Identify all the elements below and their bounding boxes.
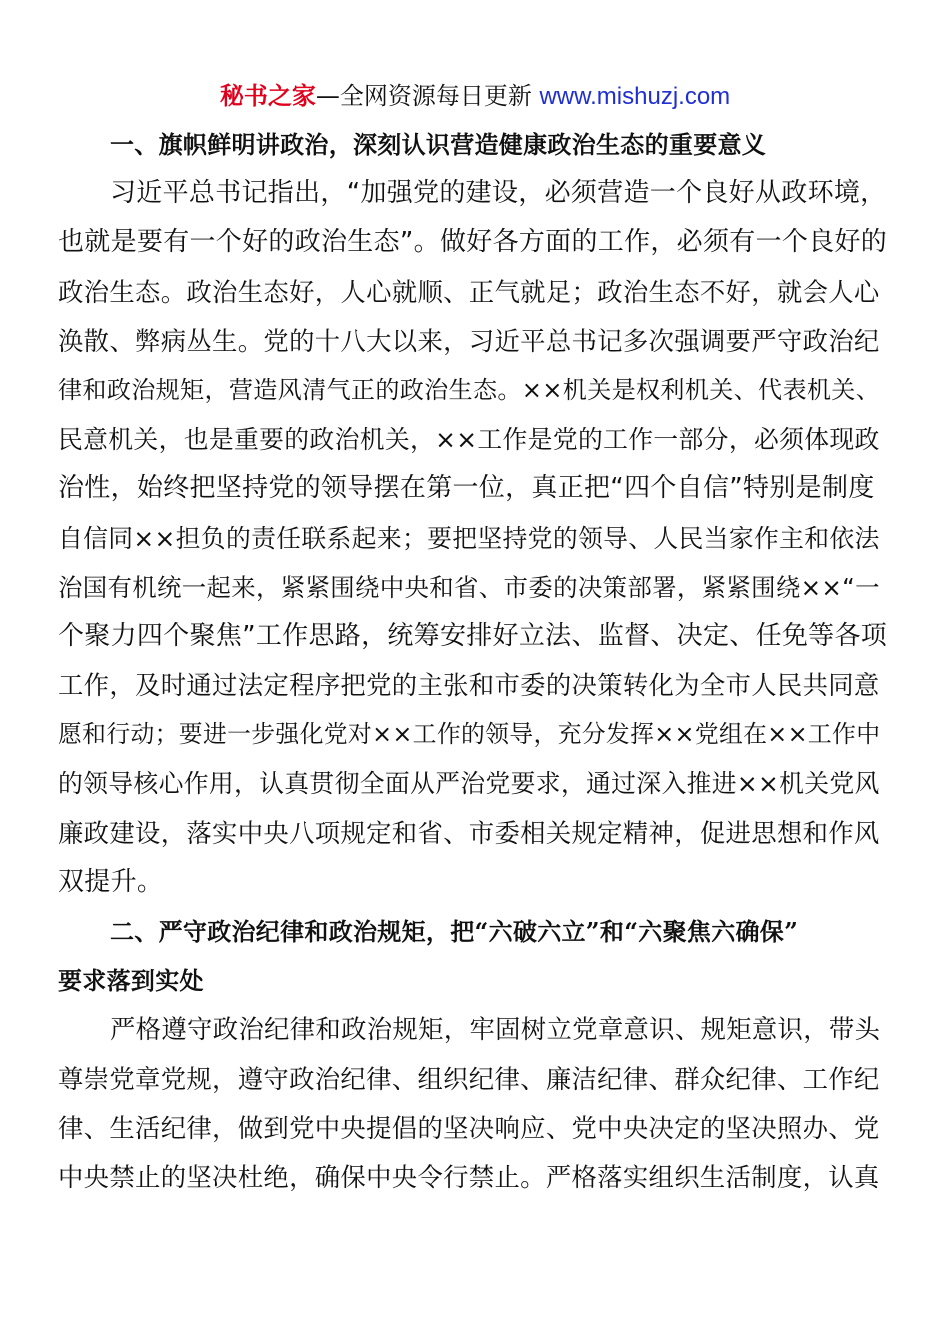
- paragraph-line: 严格遵守政治纪律和政治规矩，牢固树立党章意识、规矩意识，带头: [110, 1014, 881, 1045]
- paragraph-line: 工作，及时通过法定程序把党的主张和市委的决策转化为全市人民共同意: [58, 670, 880, 701]
- brand-name: 秘书之家: [219, 82, 316, 110]
- paragraph-line: 律、生活纪律，做到党中央提倡的坚决响应、党中央决定的坚决照办、党: [58, 1112, 880, 1143]
- paragraph-line: 中央禁止的坚决杜绝，确保中央令行禁止。严格落实组织生活制度，认真: [58, 1161, 880, 1192]
- paragraph-line: 律和政治规矩，营造风清气正的政治生态。××机关是权利机关、代表机关、: [58, 375, 881, 404]
- section-heading-line: 要求落到实处: [58, 966, 204, 996]
- site-url-link[interactable]: www.mishuzj.com: [539, 83, 731, 110]
- paragraph-line: 的领导核心作用，认真贯彻全面从严治党要求，通过深入推进××机关党风: [58, 769, 880, 799]
- paragraph-line: 涣散、弊病丛生。党的十八大以来，习近平总书记多次强调要严守政治纪: [58, 325, 880, 356]
- paragraph-line: 廉政建设，落实中央八项规定和省、市委相关规定精神，促进思想和作风: [58, 817, 880, 848]
- paragraph-line: 自信同××担负的责任联系起来；要把坚持党的领导、人民当家作主和依法: [58, 523, 880, 553]
- section-heading-line: 一、旗帜鲜明讲政治，深刻认识营造健康政治生态的重要意义: [110, 130, 767, 159]
- paragraph-line: 治性，始终把坚持党的领导摆在第一位，真正把“四个自信”特别是制度: [58, 473, 875, 504]
- paragraph-line: 也就是要有一个好的政治生态”。做好各方面的工作，必须有一个良好的: [58, 227, 888, 258]
- paragraph-line: 习近平总书记指出，“加强党的建设，必须营造一个良好从政环境，: [110, 178, 887, 209]
- paragraph-line: 民意机关，也是重要的政治机关，××工作是党的工作一部分，必须体现政: [58, 425, 880, 455]
- paragraph-line: 治国有机统一起来，紧紧围绕中央和省、市委的决策部署，紧紧围绕××“一: [58, 572, 880, 602]
- section-heading-line: 二、严守政治纪律和政治规矩，把“六破六立”和“六聚焦六确保”: [110, 917, 799, 946]
- document-body: [58, 120, 888, 1202]
- paragraph-line: 双提升。: [58, 866, 164, 897]
- header-tagline: —全网资源每日更新: [315, 82, 540, 110]
- paragraph-line: 尊崇党章党规，遵守政治纪律、组织纪律、廉洁纪律、群众纪律、工作纪: [58, 1063, 880, 1094]
- site-header: [0, 80, 950, 113]
- paragraph-line: 个聚力四个聚焦”工作思路，统筹安排好立法、监督、决定、任免等各项: [58, 620, 888, 651]
- paragraph-line: 政治生态。政治生态好，人心就顺、正气就足；政治生态不好，就会人心: [58, 276, 880, 307]
- paragraph-line: 愿和行动；要进一步强化党对××工作的领导，充分发挥××党组在××工作中: [58, 720, 881, 749]
